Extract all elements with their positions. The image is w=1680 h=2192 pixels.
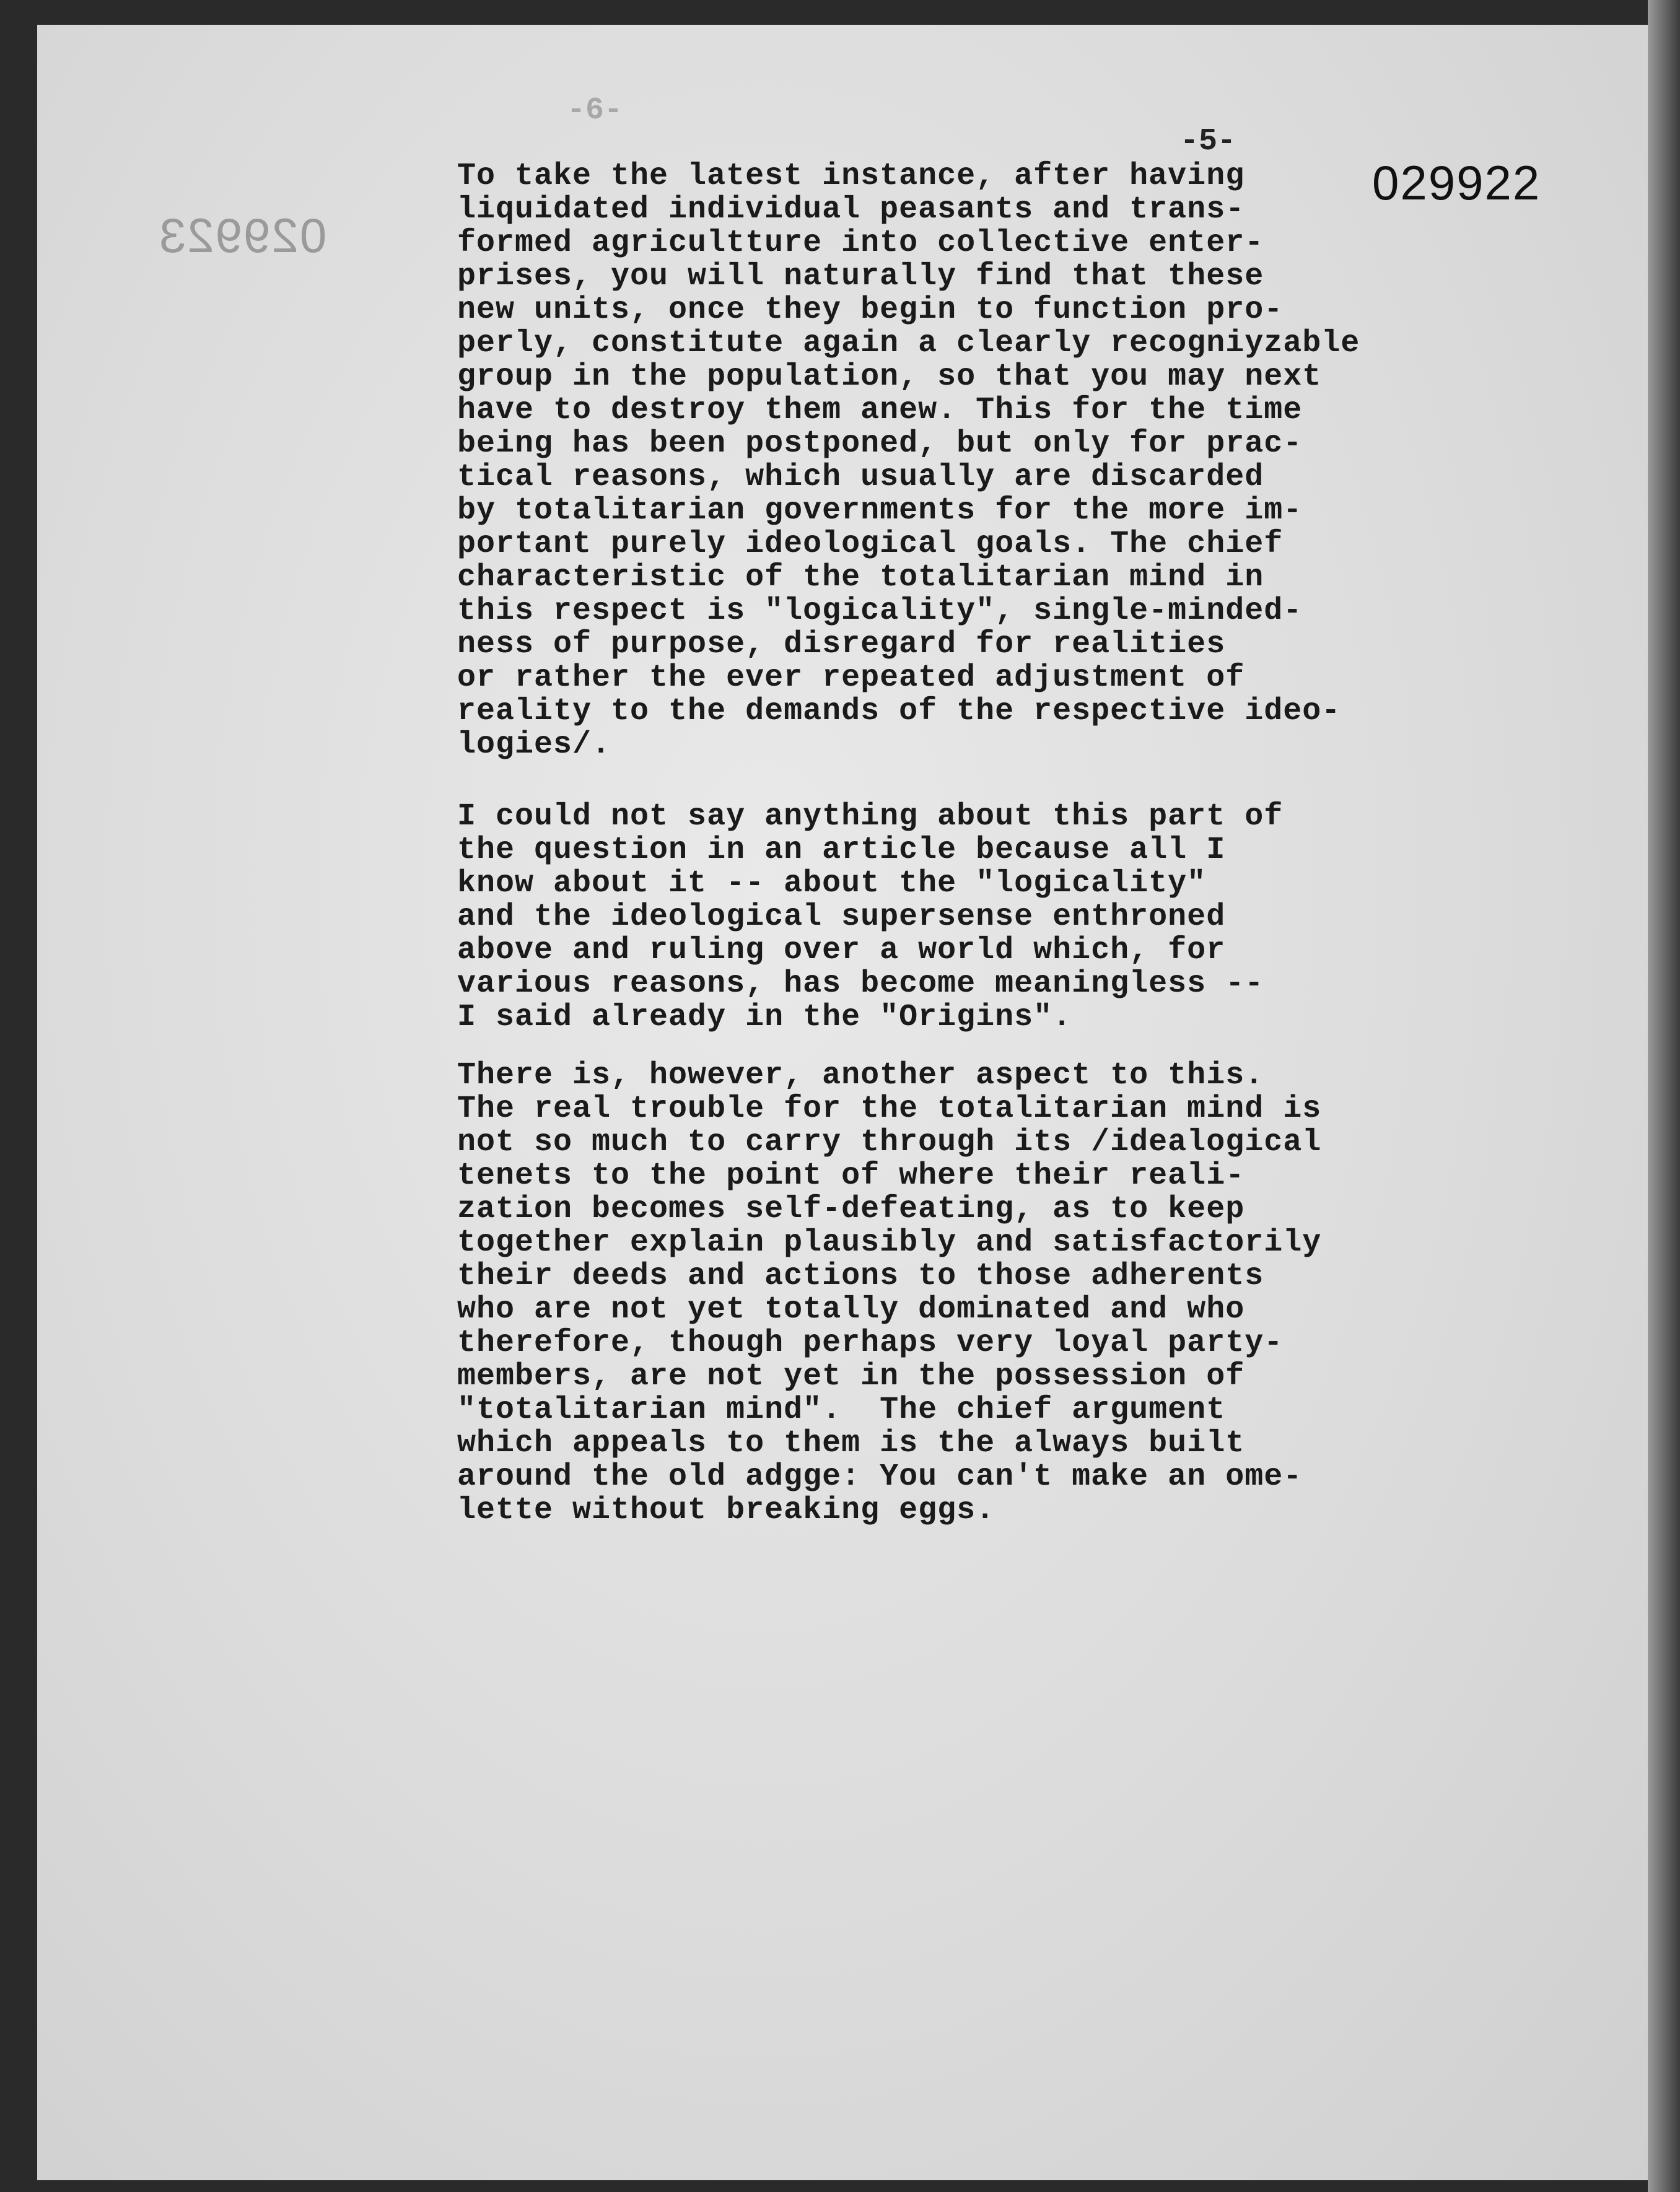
text-line: members, are not yet in the possession of: [457, 1359, 1245, 1394]
text-line: new units, once they begin to function pro-: [457, 292, 1284, 328]
text-line: characteristic of the totalitarian mind in: [457, 560, 1264, 595]
text-line: which appeals to them is the always built: [457, 1426, 1245, 1461]
text-line: lette without breaking eggs.: [457, 1493, 995, 1528]
text-line: therefore, though perhaps very loyal party-: [457, 1325, 1284, 1361]
text-line: "totalitarian mind". The chief argument: [457, 1392, 1226, 1428]
text-line: have to destroy them anew. This for the time: [457, 393, 1303, 428]
text-line: various reasons, has become meaningless --: [457, 966, 1264, 1002]
text-line: this respect is "logicality", single-minded-: [457, 593, 1303, 629]
bleed-through-document-number: 029923: [158, 208, 327, 263]
text-line: There is, however, another aspect to this.: [457, 1058, 1264, 1093]
paragraph-2: [457, 800, 1283, 1034]
text-line: not so much to carry through its /idealogical: [457, 1125, 1322, 1160]
text-line: ness of purpose, disregard for realities: [457, 627, 1226, 662]
page-number: -5-: [1180, 124, 1236, 159]
text-line: prises, you will naturally find that these: [457, 259, 1264, 294]
text-line: around the old adgge: You can't make an ome-: [457, 1459, 1303, 1495]
text-line: who are not yet totally dominated and who: [457, 1292, 1245, 1327]
text-line: tenets to the point of where their reali-: [457, 1158, 1245, 1194]
text-line: by totalitarian governments for the more im-: [457, 493, 1303, 528]
text-line: their deeds and actions to those adherents: [457, 1259, 1264, 1294]
document-number: 029922: [1372, 155, 1541, 210]
paragraph-3: [457, 1059, 1321, 1527]
text-line: I could not say anything about this part of: [457, 799, 1284, 834]
text-line: the question in an article because all I: [457, 832, 1226, 868]
text-line: zation becomes self-defeating, as to keep: [457, 1192, 1245, 1227]
text-line: The real trouble for the totalitarian mind is: [457, 1091, 1322, 1127]
text-line: tical reasons, which usually are discarded: [457, 460, 1264, 495]
text-line: above and ruling over a world which, for: [457, 933, 1226, 968]
text-line: liquidated individual peasants and trans-: [457, 192, 1245, 227]
text-line: To take the latest instance, after having: [457, 159, 1245, 194]
text-line: group in the population, so that you may next: [457, 359, 1322, 395]
text-line: together explain plausibly and satisfactorily: [457, 1225, 1322, 1260]
text-line: perly, constitute again a clearly recogniyzable: [457, 326, 1360, 361]
text-line: or rather the ever repeated adjustment of: [457, 660, 1245, 696]
text-line: being has been postponed, but only for prac-: [457, 426, 1303, 461]
text-line: logies/.: [457, 727, 611, 762]
text-line: portant purely ideological goals. The chief: [457, 526, 1284, 562]
paragraph-1: [457, 160, 1360, 762]
bleed-through-page-number: -6-: [567, 93, 623, 128]
text-line: reality to the demands of the respective ideo-: [457, 694, 1341, 729]
text-line: formed agricultture into collective enter-: [457, 225, 1264, 261]
text-line: and the ideological supersense enthroned: [457, 899, 1226, 935]
scan-edge: [1648, 0, 1680, 2192]
text-line: know about it -- about the "logicality": [457, 866, 1207, 901]
text-line: I said already in the "Origins".: [457, 1000, 1072, 1035]
